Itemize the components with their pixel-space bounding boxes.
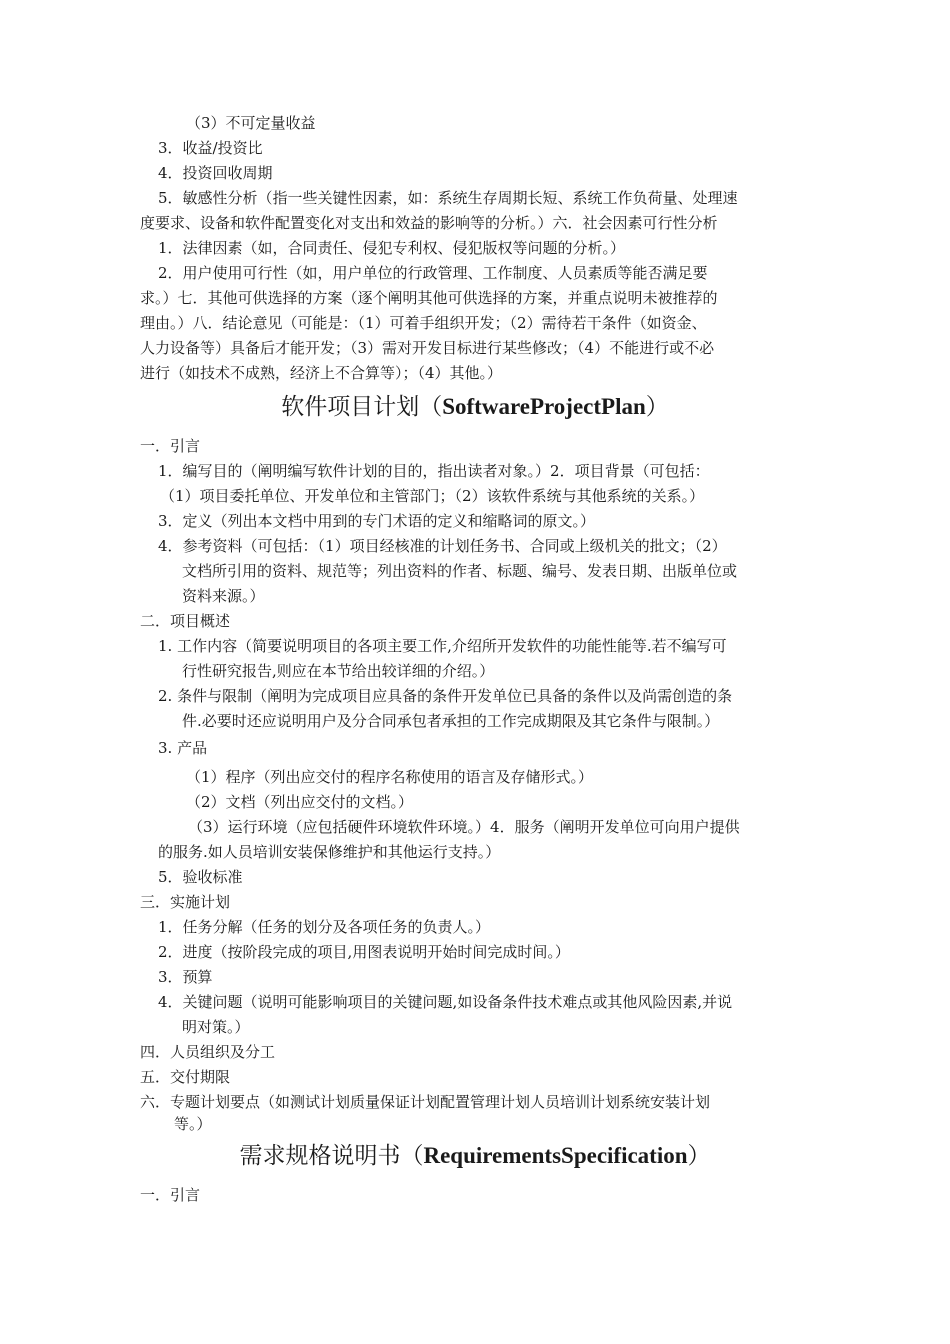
text-line: 4．关键问题（说明可能影响项目的关键问题,如设备条件技术难点或其他风险因素,并说 — [158, 993, 733, 1011]
heading-en: SoftwareProjectPlan — [442, 394, 646, 419]
text-line: 3．收益/投资比 — [158, 139, 263, 157]
text-line: 二．项目概述 — [140, 612, 231, 630]
heading-en: RequirementsSpecification — [423, 1143, 688, 1168]
text-line: 1．法律因素（如，合同责任、侵犯专利权、侵犯版权等问题的分析。） — [158, 239, 626, 257]
text-line: 4．参考资料（可包括：（1）项目经核准的计划任务书、合同或上级机关的批文；（2） — [158, 537, 727, 555]
text-line: 明对策。） — [182, 1018, 250, 1036]
text-line: 2．用户使用可行性（如，用户单位的行政管理、工作制度、人员素质等能否满足要 — [158, 264, 708, 282]
text-line: 5．验收标准 — [158, 868, 243, 886]
text-line: 六．专题计划要点（如测试计划质量保证计划配置管理计划人员培训计划系统安装计划 — [140, 1093, 711, 1111]
text-line: 2．进度（按阶段完成的项目,用图表说明开始时间完成时间。） — [158, 943, 570, 961]
text-line: （1）项目委托单位、开发单位和主管部门；（2）该软件系统与其他系统的关系。） — [160, 487, 705, 505]
text-line: 1．任务分解（任务的划分及各项任务的负责人。） — [158, 918, 491, 936]
text-line: 1．编写目的（阐明编写软件计划的目的，指出读者对象。）2．项目背景（可包括： — [158, 462, 710, 480]
text-line: 进行（如技术不成熟，经济上不合算等）；（4）其他。） — [140, 364, 503, 382]
text-line: 五．交付期限 — [140, 1068, 231, 1086]
text-line: 5．敏感性分析（指一些关键性因素，如：系统生存周期长短、系统工作负荷量、处理速 — [158, 189, 738, 207]
text-line: 件.必要时还应说明用户及分合同承包者承担的工作完成期限及其它条件与限制。） — [182, 712, 720, 730]
text-line: 人力设备等）具备后才能开发；（3）需对开发目标进行某些修改；（4）不能进行或不必 — [140, 339, 715, 357]
heading-close: ） — [687, 1143, 711, 1169]
text-line: 等。） — [174, 1115, 212, 1133]
heading-cn: 需求规格说明书（ — [239, 1143, 424, 1169]
text-line: 资料来源。） — [182, 587, 265, 605]
text-line: （1）程序（列出应交付的程序名称使用的语言及存储形式。） — [186, 768, 594, 786]
text-line: 文档所引用的资料、规范等；列出资料的作者、标题、编号、发表日期、出版单位或 — [182, 562, 738, 580]
text-line: （3）运行环境（应包括硬件环境软件环境。）4．服务（阐明开发单位可向用户提供 — [188, 818, 740, 836]
text-line: 度要求、设备和软件配置变化对支出和效益的影响等的分析。）六．社会因素可行性分析 — [140, 214, 718, 232]
text-line: 的服务.如人员培训安装保修维护和其他运行支持。） — [158, 843, 501, 861]
text-line: 四．人员组织及分工 — [140, 1043, 276, 1061]
text-line: 一．引言 — [140, 1186, 201, 1204]
section-heading-software-project-plan — [0, 391, 950, 423]
heading-cn: 软件项目计划（ — [281, 394, 443, 420]
text-line: 2. 条件与限制（阐明为完成项目应具备的条件开发单位已具备的条件以及尚需创造的条 — [158, 687, 733, 705]
text-line: 1. 工作内容（简要说明项目的各项主要工作,介绍所开发软件的功能性能等.若不编写可 — [158, 637, 727, 655]
text-line: （2）文档（列出应交付的文档。） — [186, 793, 414, 811]
text-line: （3）不可定量收益 — [186, 114, 316, 132]
text-line: 理由。）八．结论意见（可能是：（1）可着手组织开发；（2）需待若干条件（如资金、 — [140, 314, 707, 332]
text-line: 求。）七．其他可供选择的方案（逐个阐明其他可供选择的方案，并重点说明未被推荐的 — [140, 289, 718, 307]
text-line: 三．实施计划 — [140, 893, 231, 911]
text-line: 3. 产品 — [158, 739, 208, 757]
section-heading-requirements-specification — [0, 1140, 950, 1172]
text-line: 3．预算 — [158, 968, 213, 986]
heading-close: ） — [645, 394, 669, 420]
text-line: 行性研究报告,则应在本节给出较详细的介绍。） — [182, 662, 495, 680]
text-line: 3．定义（列出本文档中用到的专门术语的定义和缩略词的原文。） — [158, 512, 596, 530]
text-line: 一．引言 — [140, 437, 201, 455]
text-line: 4．投资回收周期 — [158, 164, 273, 182]
